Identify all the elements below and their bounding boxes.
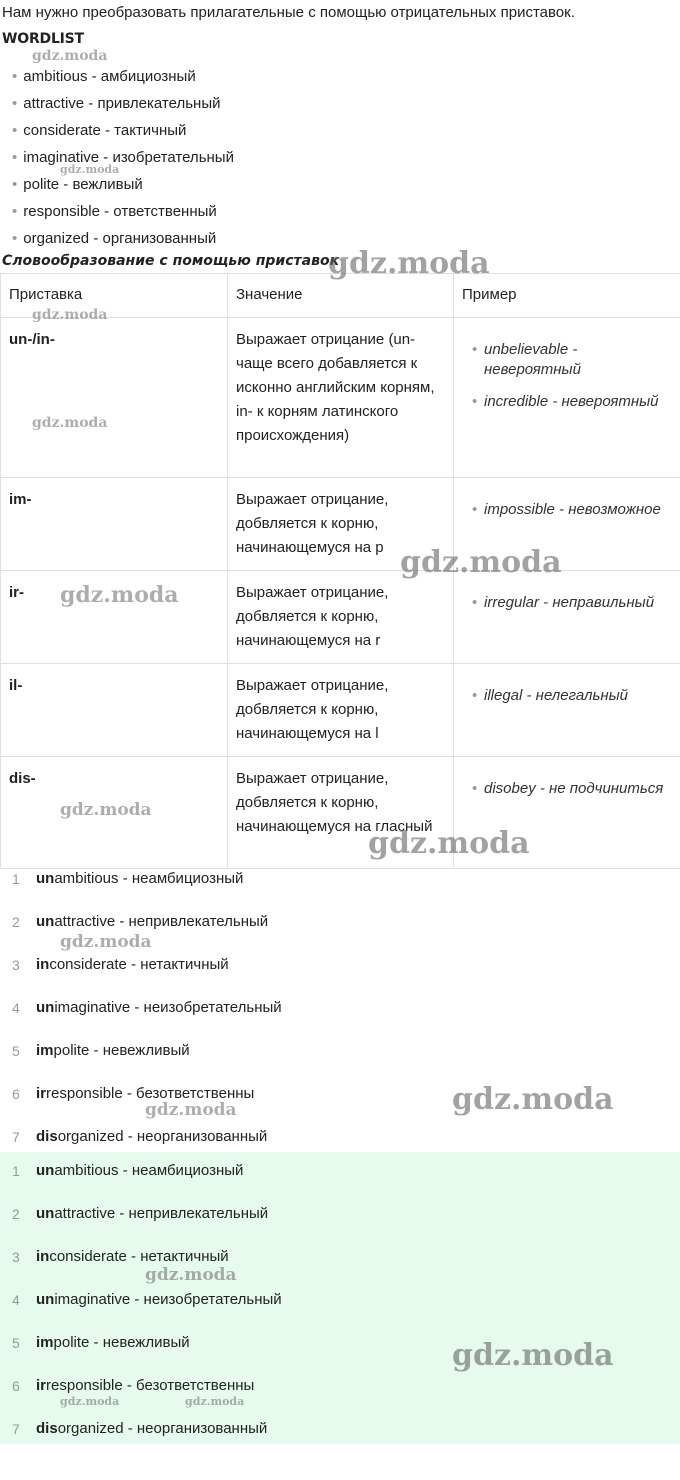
- answer-text: considerate - нетактичный: [49, 1248, 229, 1265]
- answer-prefix: dis: [36, 1420, 58, 1437]
- meaning-cell: Выражает отрицание, добвляется к корню, начинающемуся на l: [228, 664, 454, 757]
- example-item: • impossible - невозможное: [484, 500, 672, 520]
- answer-text: imaginative - неизобретательный: [54, 1291, 282, 1308]
- wordlist-item: • responsible - ответственный: [12, 198, 234, 225]
- answer-number: 6: [12, 1378, 20, 1394]
- example-item: • unbelievable - невероятный: [484, 340, 672, 380]
- answer-text: organized - неорганизованный: [57, 1420, 268, 1437]
- answer-text: responsible - безответственны: [46, 1377, 255, 1394]
- meaning-cell: Выражает отрицание (un- чаще всего добавляется к исконно английским корням, in- к корням латинского происхождения): [228, 318, 454, 478]
- answer-number: 1: [12, 871, 20, 887]
- watermark: gdz.moda: [185, 1395, 245, 1408]
- watermark: gdz.moda: [32, 307, 108, 323]
- answer-text: ambitious - неамбициозный: [54, 870, 244, 887]
- answer-number: 6: [12, 1086, 20, 1102]
- answer-text: attractive - непривлекательный: [54, 913, 269, 930]
- answer-prefix: un: [36, 870, 55, 887]
- watermark: gdz.moda: [60, 1395, 120, 1408]
- example-cell: [454, 478, 680, 571]
- watermark: gdz.moda: [452, 1082, 614, 1117]
- answer-item: [0, 1246, 680, 1289]
- meaning-cell: Выражает отрицание, добвляется к корню, начинающемуся на гласный: [228, 757, 454, 869]
- answer-item: [0, 954, 680, 997]
- answer-number: 2: [12, 914, 20, 930]
- answer-number: 7: [12, 1129, 20, 1145]
- answer-item: [0, 1375, 680, 1418]
- example-item: • irregular - неправильный: [484, 593, 672, 613]
- header-example: Пример: [454, 274, 680, 318]
- prefix-cell: ir-: [1, 571, 228, 664]
- wordlist-item: • polite - вежливый: [12, 171, 234, 198]
- meaning-cell: Выражает отрицание, добвляется к корню, начинающемуся на r: [228, 571, 454, 664]
- watermark: gdz.moda: [145, 1265, 237, 1285]
- answer-prefix: ir: [36, 1377, 47, 1394]
- answer-item: [0, 1160, 680, 1203]
- watermark: gdz.moda: [60, 582, 179, 608]
- table-header-row: [1, 274, 680, 318]
- watermark: gdz.moda: [328, 246, 490, 281]
- answer-number: 7: [12, 1421, 20, 1437]
- wordlist-item: • organized - организованный: [12, 225, 234, 252]
- answer-list-highlighted: [0, 1152, 680, 1444]
- prefix-table: [0, 273, 680, 869]
- answer-text: organized - неорганизованный: [57, 1128, 268, 1145]
- answer-text: responsible - безответственны: [46, 1085, 255, 1102]
- watermark: gdz.moda: [60, 800, 152, 820]
- prefix-cell: un-/in-: [1, 318, 228, 478]
- wordlist-item: • imaginative - изобретательный: [12, 144, 234, 171]
- answer-item: [0, 868, 680, 911]
- wordlist-title: WORDLIST: [2, 31, 84, 47]
- answer-item: [0, 1040, 680, 1083]
- table-row: [1, 757, 680, 869]
- answer-text: considerate - нетактичный: [49, 956, 229, 973]
- answer-number: 2: [12, 1206, 20, 1222]
- example-item: • incredible - невероятный: [484, 392, 672, 412]
- meaning-cell: Выражает отрицание, добвляется к корню, начинающемуся на p: [228, 478, 454, 571]
- wordlist-item: • attractive - привлекательный: [12, 90, 234, 117]
- watermark: gdz.moda: [368, 826, 530, 861]
- example-item: • illegal - нелегальный: [484, 686, 672, 706]
- answer-number: 1: [12, 1163, 20, 1179]
- header-meaning: Значение: [228, 274, 454, 318]
- wordlist-item: • ambitious - амбициозный: [12, 63, 234, 90]
- answer-text: ambitious - неамбициозный: [54, 1162, 244, 1179]
- example-cell: [454, 318, 680, 478]
- answer-item: [0, 1289, 680, 1332]
- answer-item: [0, 1418, 680, 1461]
- table-row: [1, 571, 680, 664]
- watermark: gdz.moda: [400, 545, 562, 580]
- answer-prefix: dis: [36, 1128, 58, 1145]
- answer-number: 5: [12, 1043, 20, 1059]
- wordlist: [12, 63, 234, 252]
- example-cell: [454, 571, 680, 664]
- example-item: • disobey - не подчиниться: [484, 779, 672, 799]
- wordlist-item: • considerate - тактичный: [12, 117, 234, 144]
- answer-text: polite - невежливый: [53, 1042, 190, 1059]
- watermark: gdz.moda: [32, 48, 108, 64]
- watermark: gdz.moda: [145, 1100, 237, 1120]
- answer-prefix: ir: [36, 1085, 47, 1102]
- answer-text: polite - невежливый: [53, 1334, 190, 1351]
- answer-item: [0, 997, 680, 1040]
- answer-prefix: im: [36, 1334, 54, 1351]
- answer-number: 4: [12, 1292, 20, 1308]
- watermark: gdz.moda: [452, 1338, 614, 1373]
- table-title: Словообразование с помощью приставок: [2, 253, 340, 269]
- answer-prefix: in: [36, 1248, 50, 1265]
- intro-text: Нам нужно преобразовать прилагательные с помощью отрицательных приставок.: [2, 4, 575, 21]
- prefix-cell: dis-: [1, 757, 228, 869]
- answer-item: [0, 911, 680, 954]
- answer-prefix: un: [36, 1162, 55, 1179]
- answer-text: imaginative - неизобретательный: [54, 999, 282, 1016]
- watermark: gdz.moda: [60, 163, 120, 176]
- answer-item: [0, 1332, 680, 1375]
- watermark: gdz.moda: [32, 415, 108, 431]
- answer-prefix: un: [36, 913, 55, 930]
- answer-number: 4: [12, 1000, 20, 1016]
- answer-number: 3: [12, 1249, 20, 1265]
- answer-prefix: in: [36, 956, 50, 973]
- answer-text: attractive - непривлекательный: [54, 1205, 269, 1222]
- answer-item: [0, 1083, 680, 1126]
- example-cell: [454, 664, 680, 757]
- answer-prefix: un: [36, 1291, 55, 1308]
- watermark: gdz.moda: [60, 932, 152, 952]
- answer-prefix: im: [36, 1042, 54, 1059]
- answer-prefix: un: [36, 1205, 55, 1222]
- answer-number: 5: [12, 1335, 20, 1351]
- answer-number: 3: [12, 957, 20, 973]
- prefix-cell: im-: [1, 478, 228, 571]
- answer-list: [0, 868, 680, 1152]
- table-row: [1, 318, 680, 478]
- example-cell: [454, 757, 680, 869]
- table-row: [1, 478, 680, 571]
- answer-prefix: un: [36, 999, 55, 1016]
- table-row: [1, 664, 680, 757]
- prefix-cell: il-: [1, 664, 228, 757]
- answer-item: [0, 1203, 680, 1246]
- header-prefix: Приставка: [1, 274, 228, 318]
